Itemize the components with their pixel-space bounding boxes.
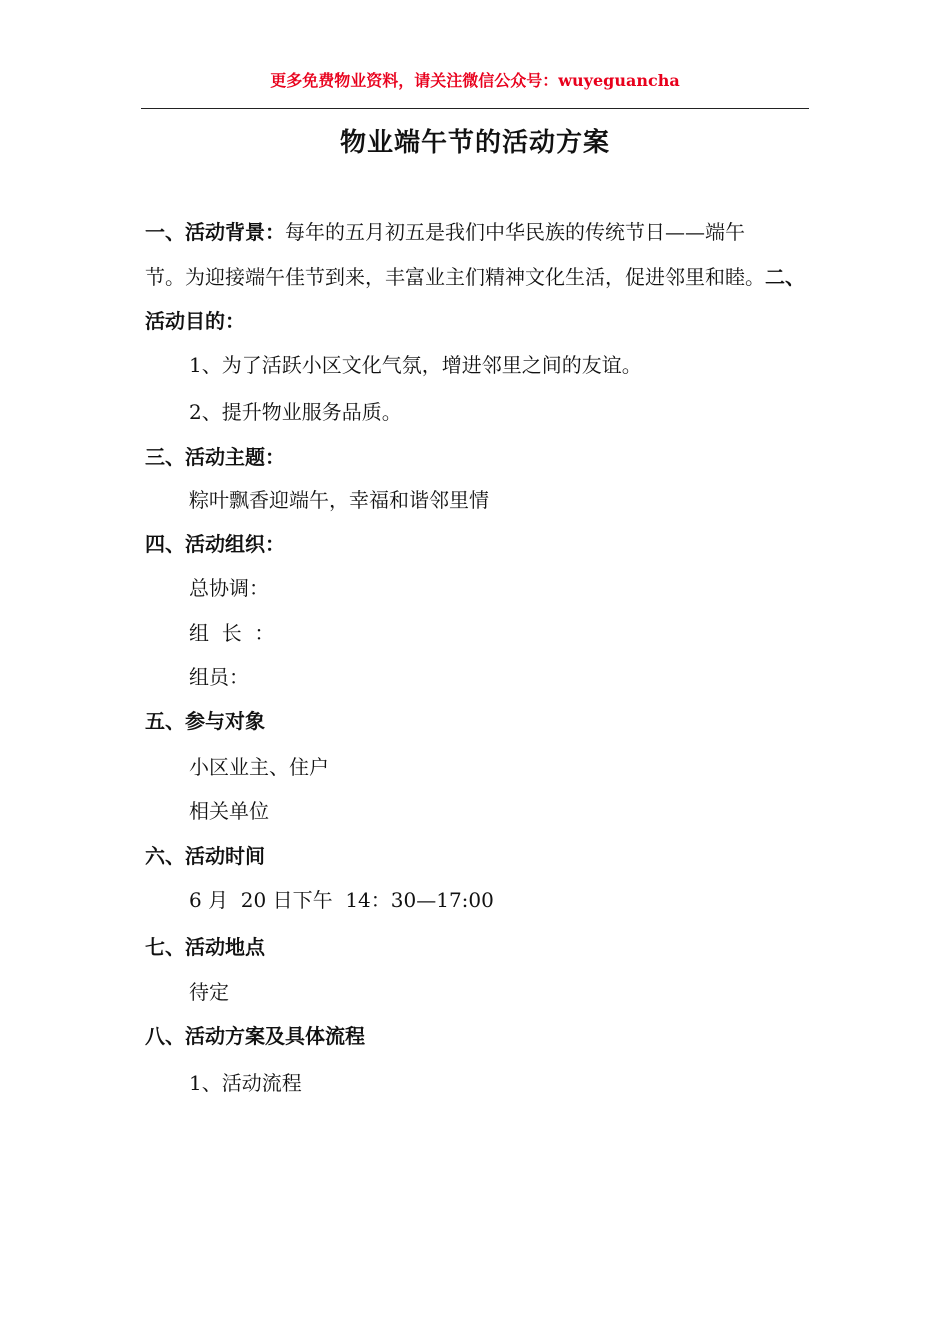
organization-leader: 组 长 ： <box>189 621 275 645</box>
time-heading: 六、活动时间 <box>145 844 265 868</box>
background-paragraph <box>145 216 745 245</box>
purpose-heading: 活动目的： <box>145 309 245 333</box>
promo-note: 更多免费物业资料，请关注微信公众号：wuyeguancha <box>270 71 680 90</box>
plan-item-1: 1、活动流程 <box>189 1071 302 1095</box>
document-title: 物业端午节的活动方案 <box>339 128 610 158</box>
participants-heading: 五、参与对象 <box>145 709 265 733</box>
background-heading: 一、活动背景： <box>145 220 285 244</box>
plan-heading: 八、活动方案及具体流程 <box>145 1024 365 1048</box>
purpose-item-1: 1、为了活跃小区文化气氛，增进邻里之间的友谊。 <box>189 353 642 377</box>
organization-heading: 四、活动组织： <box>145 532 285 556</box>
background-paragraph-cont <box>145 261 805 290</box>
background-text-line1: 每年的五月初五是我们中华民族的传统节日——端午 <box>285 220 745 244</box>
organization-members: 组员： <box>189 665 249 689</box>
participants-item-1: 小区业主、住户 <box>189 755 329 779</box>
purpose-item-2: 2、提升物业服务品质。 <box>189 400 402 424</box>
location-heading: 七、活动地点 <box>145 935 265 959</box>
organization-coordinator: 总协调： <box>189 576 269 600</box>
theme-heading: 三、活动主题： <box>145 445 285 469</box>
header-divider <box>141 108 809 109</box>
time-text: 6 月 20 日下午 14：30—17:00 <box>189 888 494 912</box>
participants-item-2: 相关单位 <box>189 799 269 823</box>
background-text-line2: 节。为迎接端午佳节到来，丰富业主们精神文化生活，促进邻里和睦。 <box>145 265 765 289</box>
purpose-number: 二、 <box>765 265 805 289</box>
theme-text: 粽叶飘香迎端午，幸福和谐邻里情 <box>189 488 489 512</box>
location-text: 待定 <box>189 980 229 1004</box>
